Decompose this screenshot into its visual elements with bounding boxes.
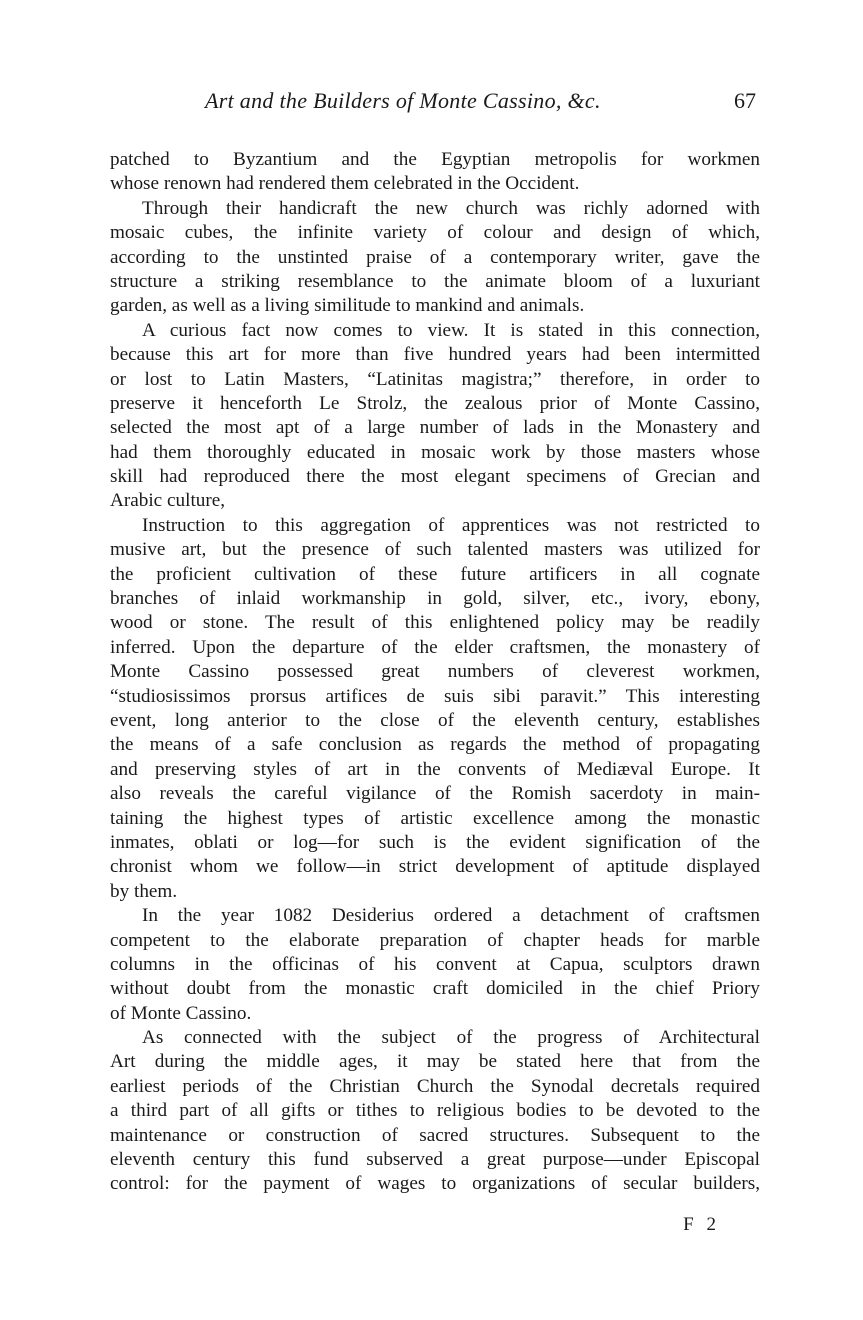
- text-line: garden, as well as a living similitude to mankind and animals.: [110, 295, 585, 317]
- text-line: of Monte Cassino.: [110, 1002, 252, 1024]
- text-line: by them.: [110, 880, 178, 902]
- text-line: the proficient cultivation of these future artificers in all cognate: [110, 563, 760, 585]
- text-line: earliest periods of the Christian Church the Synodal decretals required: [110, 1075, 760, 1097]
- text-line: columns in the officinas of his convent at Capua, sculptors drawn: [110, 953, 760, 975]
- text-line: competent to the elaborate preparation of chapter heads for marble: [110, 929, 760, 951]
- text-line: structure a striking resemblance to the animate bloom of a luxuriant: [110, 270, 760, 292]
- text-line: because this art for more than five hundred years had been intermitted: [110, 344, 760, 366]
- text-line: skill had reproduced there the most elegant specimens of Grecian and: [110, 466, 760, 488]
- text-line: chronist whom we follow—in strict development of aptitude displayed: [110, 856, 760, 878]
- text-line: control: for the payment of wages to organizations of secular builders,: [110, 1173, 760, 1195]
- text-line: patched to Byzantium and the Egyptian metropolis for workmen: [110, 149, 760, 170]
- text-line: “studiosissimos prorsus artifices de suis sibi paravit.” This interesting: [110, 685, 760, 707]
- running-title: Art and the Builders of Monte Cassino, &c.: [205, 88, 601, 113]
- text-line: Through their handicraft the new church was richly adorned with: [142, 197, 760, 219]
- text-line: As connected with the subject of the progress of Architectural: [142, 1027, 760, 1049]
- text-line: the means of a safe conclusion as regards the method of propagating: [110, 734, 760, 756]
- text-line: preserve it henceforth Le Strolz, the zealous prior of Monte Cassino,: [110, 392, 760, 414]
- text-line: Art during the middle ages, it may be stated here that from the: [110, 1051, 760, 1073]
- text-line: taining the highest types of artistic excellence among the monastic: [110, 807, 760, 829]
- text-line: wood or stone. The result of this enlightened policy may be readily: [110, 612, 760, 634]
- text-line: had them thoroughly educated in mosaic work by those masters whose: [110, 441, 760, 463]
- text-line: Arabic culture,: [110, 490, 226, 512]
- text-line: Instruction to this aggregation of apprentices was not restricted to: [142, 514, 760, 536]
- text-line: inferred. Upon the departure of the elder craftsmen, the monastery of: [110, 636, 760, 658]
- text-line: without doubt from the monastic craft domiciled in the chief Priory: [110, 978, 760, 1000]
- text-line: Monte Cassino possessed great numbers of cleverest workmen,: [110, 661, 760, 683]
- text-line: musive art, but the presence of such talented masters was utilized for: [110, 539, 760, 561]
- text-line: a third part of all gifts or tithes to religious bodies to be devoted to the: [110, 1100, 760, 1122]
- text-line: whose renown had rendered them celebrated in the Occident.: [110, 173, 580, 195]
- text-line: branches of inlaid workmanship in gold, silver, etc., ivory, ebony,: [110, 588, 760, 610]
- text-line: A curious fact now comes to view. It is stated in this connection,: [142, 319, 760, 341]
- body-text: [110, 148, 760, 1197]
- text-line: In the year 1082 Desiderius ordered a detachment of craftsmen: [142, 905, 760, 927]
- text-line: maintenance or construction of sacred structures. Subsequent to the: [110, 1124, 760, 1146]
- text-line: inmates, oblati or log—for such is the evident signification of the: [110, 831, 760, 853]
- running-head: [110, 88, 760, 118]
- text-line: eleventh century this fund subserved a great purpose—under Episcopal: [110, 1149, 760, 1171]
- text-line: event, long anterior to the close of the eleventh century, establishes: [110, 709, 760, 731]
- text-line: selected the most apt of a large number of lads in the Monastery and: [110, 417, 760, 439]
- text-line: also reveals the careful vigilance of the Romish sacerdoty in main-: [110, 783, 760, 805]
- signature-mark: F 2: [683, 1214, 720, 1235]
- text-line: and preserving styles of art in the convents of Mediæval Europe. It: [110, 758, 760, 780]
- page-number: 67: [734, 88, 756, 113]
- text-line: mosaic cubes, the infinite variety of colour and design of which,: [110, 222, 760, 244]
- text-line: according to the unstinted praise of a contemporary writer, gave the: [110, 246, 760, 268]
- text-line: or lost to Latin Masters, “Latinitas magistra;” therefore, in order to: [110, 368, 760, 390]
